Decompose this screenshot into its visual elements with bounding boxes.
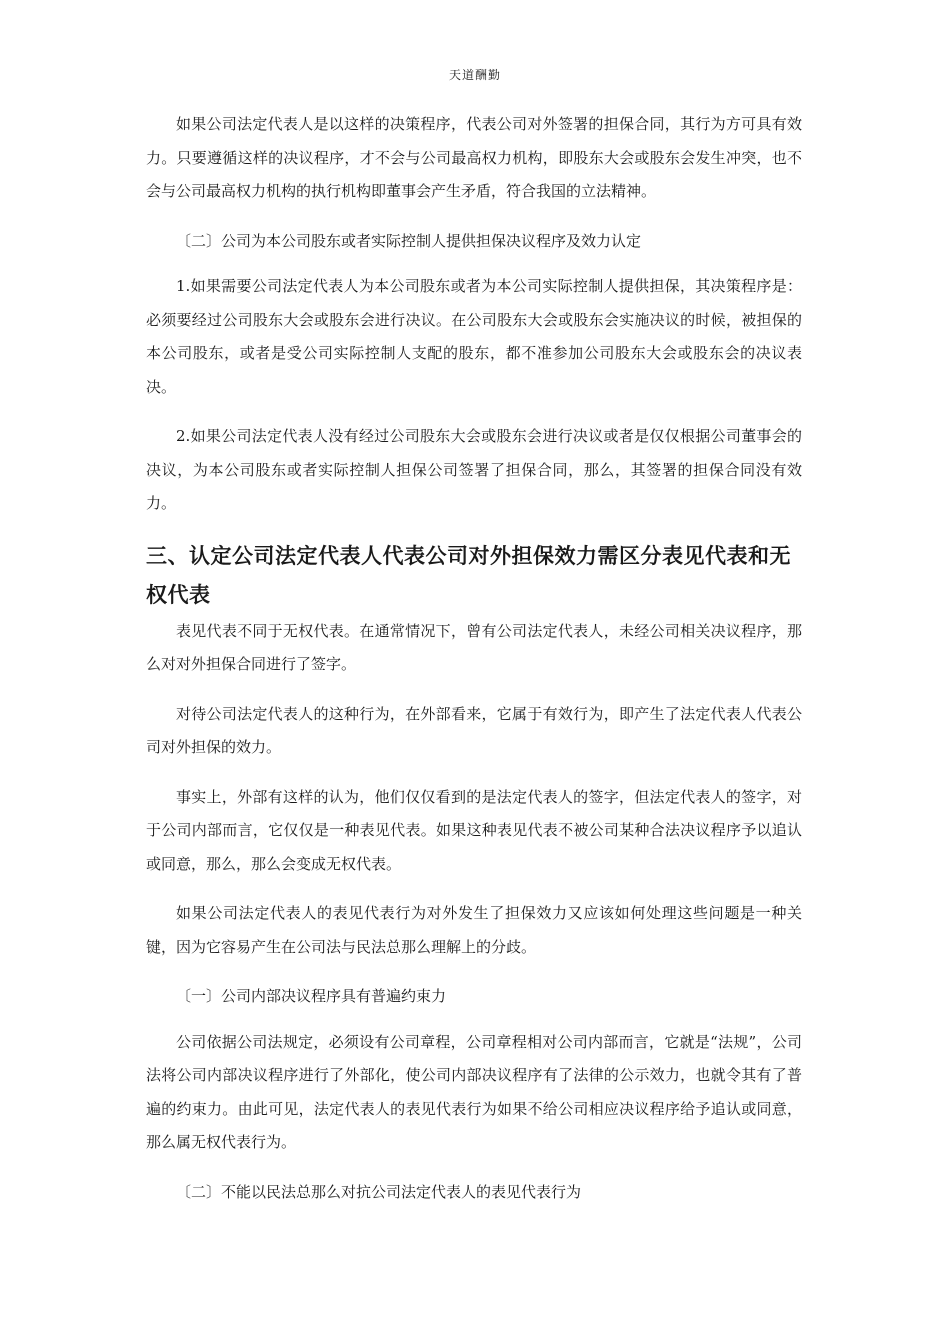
subsection-heading: 〔二〕公司为本公司股东或者实际控制人提供担保决议程序及效力认定 bbox=[176, 231, 642, 250]
paragraph: 对待公司法定代表人的这种行为，在外部看来，它属于有效行为，即产生了法定代表人代表公司对外担保的效力。 bbox=[146, 704, 802, 756]
subsection-heading: 〔一〕公司内部决议程序具有普遍约束力 bbox=[176, 987, 447, 1005]
paragraph: 公司依据公司法规定，必须设有公司章程，公司章程相对公司内部而言，它就是“法规”，公司法将公司内部决议程序进行了外部化，使公司内部决议程序有了法律的公示效力，也就令其有了普遍的约束力。由此可见，法定代表人的表见代表行为如果不给公司相应决议程序给予追认或同意，那么属无权代表行为。 bbox=[146, 1032, 802, 1151]
paragraph: 表见代表不同于无权代表。在通常情况下，曾有公司法定代表人，未经公司相关决议程序，那么对对外担保合同进行了签字。 bbox=[146, 621, 802, 673]
subsection-heading: 〔二〕不能以民法总那么对抗公司法定代表人的表见代表行为 bbox=[176, 1182, 582, 1201]
paragraph: 如果公司法定代表人的表见代表行为对外发生了担保效力又应该如何处理这些问题是一种关键，因为它容易产生在公司法与民法总那么理解上的分歧。 bbox=[146, 904, 802, 956]
section-heading: 三、认定公司法定代表人代表公司对外担保效力需区分表见代表和无权代表 bbox=[146, 543, 791, 607]
paragraph: 如果公司法定代表人是以这样的决策程序，代表公司对外签署的担保合同，其行为方可具有效力。只要遵循这样的决议程序，才不会与公司最高权力机构，即股东大会或股东会发生冲突，也不会与公司最高权力机构的执行机构即董事会产生矛盾，符合我国的立法精神。 bbox=[146, 115, 802, 200]
paragraph: 1.如果需要公司法定代表人为本公司股东或者为本公司实际控制人提供担保，其决策程序是：必须要经过公司股东大会或股东会进行决议。在公司股东大会或股东会实施决议的时候，被担保的本公司股东，或者是受公司实际控制人支配的股东，都不准参加公司股东大会或股东会的决议表决。 bbox=[146, 277, 802, 396]
document-body bbox=[146, 108, 802, 1221]
paragraph: 2.如果公司法定代表人没有经过公司股东大会或股东会进行决议或者是仅仅根据公司董事会的决议，为本公司股东或者实际控制人担保公司签署了担保合同，那么，其签署的担保合同没有效力。 bbox=[146, 427, 802, 512]
paragraph: 事实上，外部有这样的认为，他们仅仅看到的是法定代表人的签字，但法定代表人的签字，对于公司内部而言，它仅仅是一种表见代表。如果这种表见代表不被公司某种合法决议程序予以追认或同意，那么，那么会变成无权代表。 bbox=[146, 787, 802, 873]
page-header: 天道酬勤 bbox=[448, 68, 501, 82]
